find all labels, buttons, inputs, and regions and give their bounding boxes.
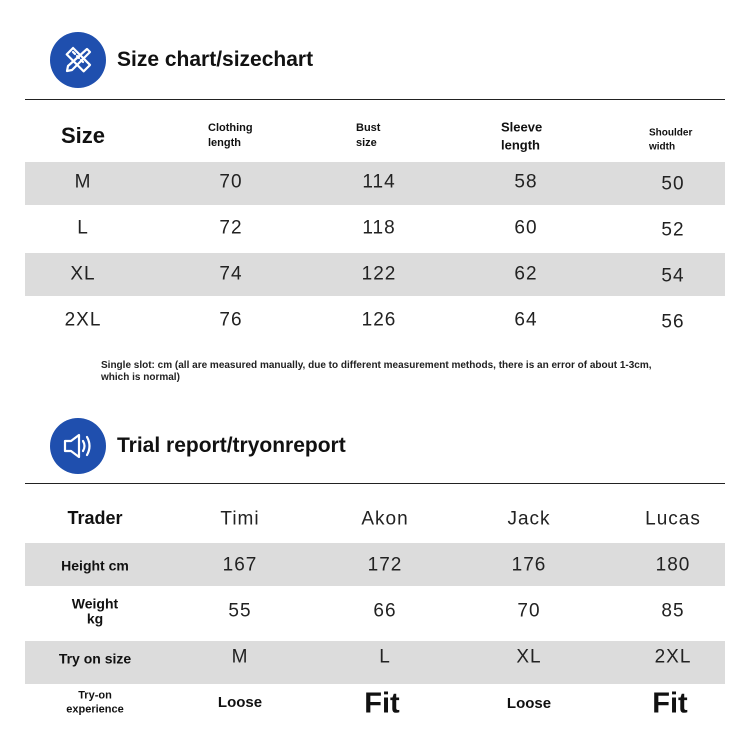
size-cell: 64 (514, 309, 538, 331)
trial-cell: 176 (511, 554, 547, 576)
size-cell: 114 (362, 171, 396, 193)
experience-cell: Fit (364, 687, 400, 720)
header-shoulder-width: Shoulder width (649, 127, 693, 152)
size-cell: L (77, 217, 89, 239)
size-chart-rule (25, 99, 725, 100)
size-cell: 2XL (64, 309, 102, 331)
trial-cell: L (379, 646, 391, 668)
trial-report-header (50, 418, 346, 474)
trial-cell: 172 (367, 554, 403, 576)
trial-report-rule (25, 483, 725, 484)
size-cell: M (74, 171, 92, 193)
speaker-icon (50, 418, 106, 474)
size-cell: 62 (514, 263, 538, 285)
trial-cell: 85 (661, 600, 685, 622)
size-cell: 60 (514, 217, 538, 239)
header-trader: Trader (67, 508, 123, 529)
size-cell: 70 (219, 171, 243, 193)
trader-name: Akon (361, 508, 409, 530)
trial-cell: XL (516, 646, 542, 668)
size-chart-header (50, 32, 313, 88)
header-sleeve-length: Sleeve length (501, 119, 543, 152)
trial-report-title: Trial report/tryonreport (117, 434, 346, 457)
size-cell: 74 (219, 263, 243, 285)
size-cell: 52 (661, 219, 685, 241)
trial-cell: 55 (228, 600, 252, 622)
trial-cell: 66 (373, 600, 397, 622)
size-cell: 76 (219, 309, 243, 331)
trial-cell: M (231, 646, 249, 668)
header-bust-size: Bust size (356, 122, 381, 149)
trial-cell: 70 (517, 600, 541, 622)
row-label-weight: Weight kg (71, 595, 119, 627)
trader-name: Jack (507, 508, 551, 530)
ruler-pencil-icon (50, 32, 106, 88)
size-cell: 126 (361, 309, 397, 331)
trial-cell: 2XL (654, 646, 692, 668)
size-cell: 122 (361, 263, 397, 285)
size-cell: 54 (661, 265, 685, 287)
size-cell: 58 (514, 171, 538, 193)
experience-cell: Loose (506, 695, 552, 712)
experience-cell: Loose (217, 694, 263, 711)
size-cell: XL (70, 263, 96, 285)
measurement-note: Single slot: cm (all are measured manually, due to different measurement methods, there is an error of about 1-3cm, which is normal) (101, 360, 652, 383)
size-cell: 72 (219, 217, 243, 239)
row-label-experience: Try-on experience (66, 689, 124, 715)
row-label-height: Height cm (61, 557, 129, 574)
size-cell: 118 (362, 217, 396, 239)
trial-cell: 180 (655, 554, 691, 576)
experience-cell: Fit (652, 687, 688, 720)
size-chart-title: Size chart/sizechart (117, 48, 314, 71)
row-label-try-on-size: Try on size (58, 650, 132, 667)
header-clothing-length: Clothing length (208, 122, 253, 149)
trader-name: Lucas (645, 508, 701, 530)
header-size: Size (60, 122, 106, 148)
trader-name: Timi (220, 508, 260, 530)
size-cell: 56 (661, 311, 685, 333)
trial-cell: 167 (222, 554, 258, 576)
size-cell: 50 (661, 173, 685, 195)
